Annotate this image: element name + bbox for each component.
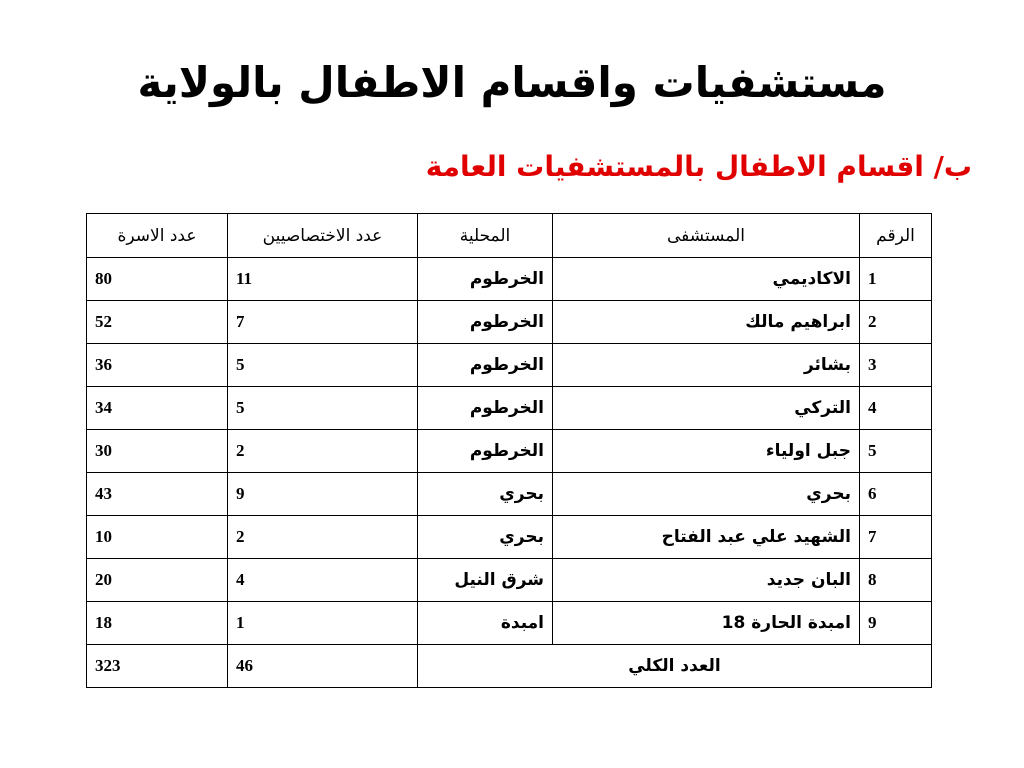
cell-hospital: الشهيد علي عبد الفتاح [553,516,860,559]
cell-beds: 10 [87,516,228,559]
table-header-row [87,214,932,258]
cell-beds: 20 [87,559,228,602]
cell-specialists: 2 [228,430,418,473]
cell-num: 7 [860,516,932,559]
cell-locality: الخرطوم [418,301,553,344]
cell-hospital: بشائر [553,344,860,387]
cell-num: 5 [860,430,932,473]
cell-specialists: 2 [228,516,418,559]
table-row [87,301,932,344]
cell-hospital: بحري [553,473,860,516]
cell-locality: الخرطوم [418,387,553,430]
table-row [87,344,932,387]
cell-num: 9 [860,602,932,645]
hospitals-table [86,213,932,688]
cell-specialists: 1 [228,602,418,645]
cell-hospital: امبدة الحارة 18 [553,602,860,645]
cell-specialists: 5 [228,387,418,430]
total-beds: 323 [87,645,228,688]
cell-beds: 52 [87,301,228,344]
cell-locality: الخرطوم [418,258,553,301]
cell-locality: الخرطوم [418,344,553,387]
cell-locality: شرق النيل [418,559,553,602]
table-row [87,516,932,559]
section-subtitle: ب/ اقسام الاطفال بالمستشفيات العامة [425,150,972,183]
cell-num: 8 [860,559,932,602]
page-title: مستشفيات واقسام الاطفال بالولاية [137,58,887,107]
cell-specialists: 7 [228,301,418,344]
cell-beds: 34 [87,387,228,430]
cell-num: 3 [860,344,932,387]
cell-hospital: ابراهيم مالك [553,301,860,344]
cell-beds: 30 [87,430,228,473]
header-locality: المحلية [418,214,553,258]
header-beds: عدد الاسرة [87,214,228,258]
cell-hospital: التركي [553,387,860,430]
table-total-row [87,645,932,688]
cell-num: 2 [860,301,932,344]
cell-locality: الخرطوم [418,430,553,473]
table-row [87,430,932,473]
table-row [87,473,932,516]
table-row [87,258,932,301]
cell-hospital: البان جديد [553,559,860,602]
cell-specialists: 11 [228,258,418,301]
cell-beds: 18 [87,602,228,645]
cell-num: 1 [860,258,932,301]
cell-beds: 43 [87,473,228,516]
cell-specialists: 5 [228,344,418,387]
cell-specialists: 4 [228,559,418,602]
cell-hospital: الاكاديمي [553,258,860,301]
cell-beds: 36 [87,344,228,387]
cell-locality: بحري [418,473,553,516]
cell-beds: 80 [87,258,228,301]
cell-locality: بحري [418,516,553,559]
cell-num: 6 [860,473,932,516]
header-hospital: المستشفى [553,214,860,258]
table-row [87,559,932,602]
cell-specialists: 9 [228,473,418,516]
header-specialists: عدد الاختصاصيين [228,214,418,258]
cell-num: 4 [860,387,932,430]
header-num: الرقم [860,214,932,258]
cell-locality: امبدة [418,602,553,645]
table-row [87,387,932,430]
total-specialists: 46 [228,645,418,688]
table-row [87,602,932,645]
total-label: العدد الكلي [418,645,932,688]
cell-hospital: جبل اولياء [553,430,860,473]
